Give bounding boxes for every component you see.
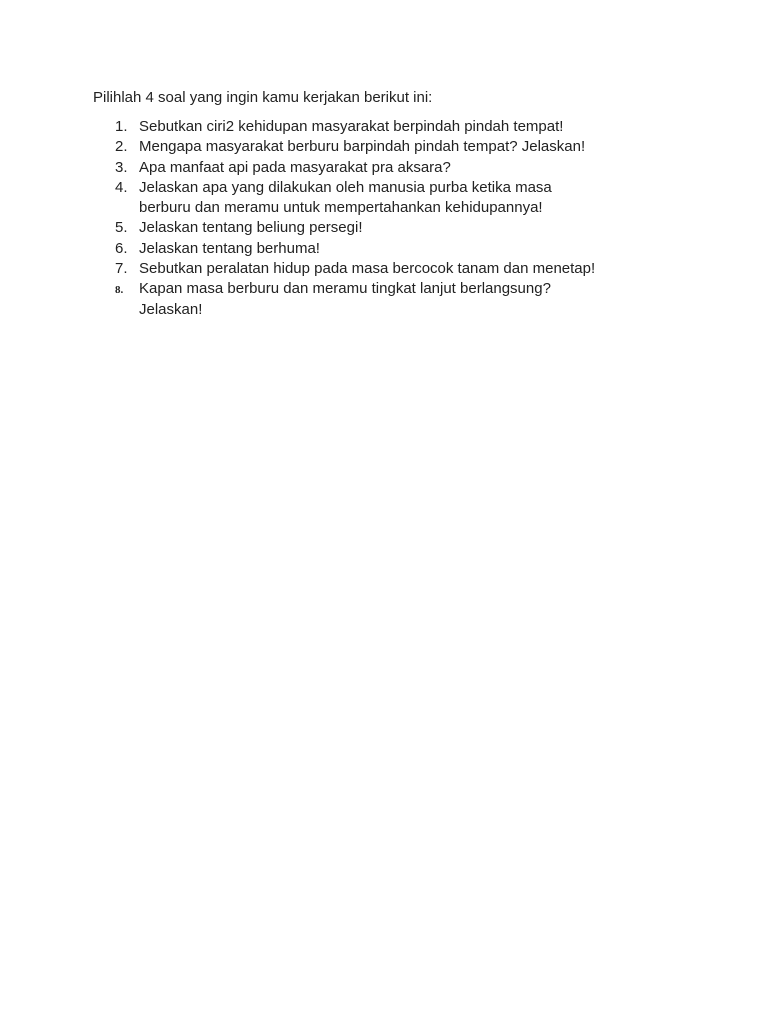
question-number: 3. xyxy=(115,158,128,176)
question-text: Sebutkan ciri2 kehidupan masyarakat berpindah pindah tempat! xyxy=(139,118,564,135)
question-item xyxy=(0,218,768,238)
question-item xyxy=(0,117,768,137)
question-text: Jelaskan tentang beliung persegi! xyxy=(139,219,363,237)
question-text: Mengapa masyarakat berburu barpindah pindah tempat? Jelaskan! xyxy=(139,138,586,156)
question-number: 1. xyxy=(115,118,128,135)
question-text: Kapan masa berburu dan meramu tingkat lanjut berlangsung? Jelaskan! xyxy=(139,280,551,318)
question-item xyxy=(0,178,768,219)
question-text: Jelaskan tentang berhuma! xyxy=(139,239,320,257)
question-item xyxy=(0,239,768,259)
question-number: 2. xyxy=(115,138,128,156)
question-text: Apa manfaat api pada masyarakat pra aksara? xyxy=(139,158,451,176)
question-number: 5. xyxy=(115,219,128,237)
question-item xyxy=(0,137,768,157)
question-number: 7. xyxy=(115,260,128,278)
question-list xyxy=(0,117,768,320)
question-item xyxy=(0,279,768,320)
question-item xyxy=(0,259,768,279)
question-text: Jelaskan apa yang dilakukan oleh manusia purba ketika masa berburu dan meramu untuk mempertahankan kehidupannya! xyxy=(139,178,552,217)
instruction-text: Pilihlah 4 soal yang ingin kamu kerjakan berikut ini: xyxy=(93,89,433,106)
question-number: 6. xyxy=(115,239,128,257)
question-number: 8. xyxy=(115,284,124,297)
question-text: Sebutkan peralatan hidup pada masa bercocok tanam dan menetap! xyxy=(139,260,596,278)
question-number: 4. xyxy=(115,178,128,196)
question-item xyxy=(0,158,768,178)
